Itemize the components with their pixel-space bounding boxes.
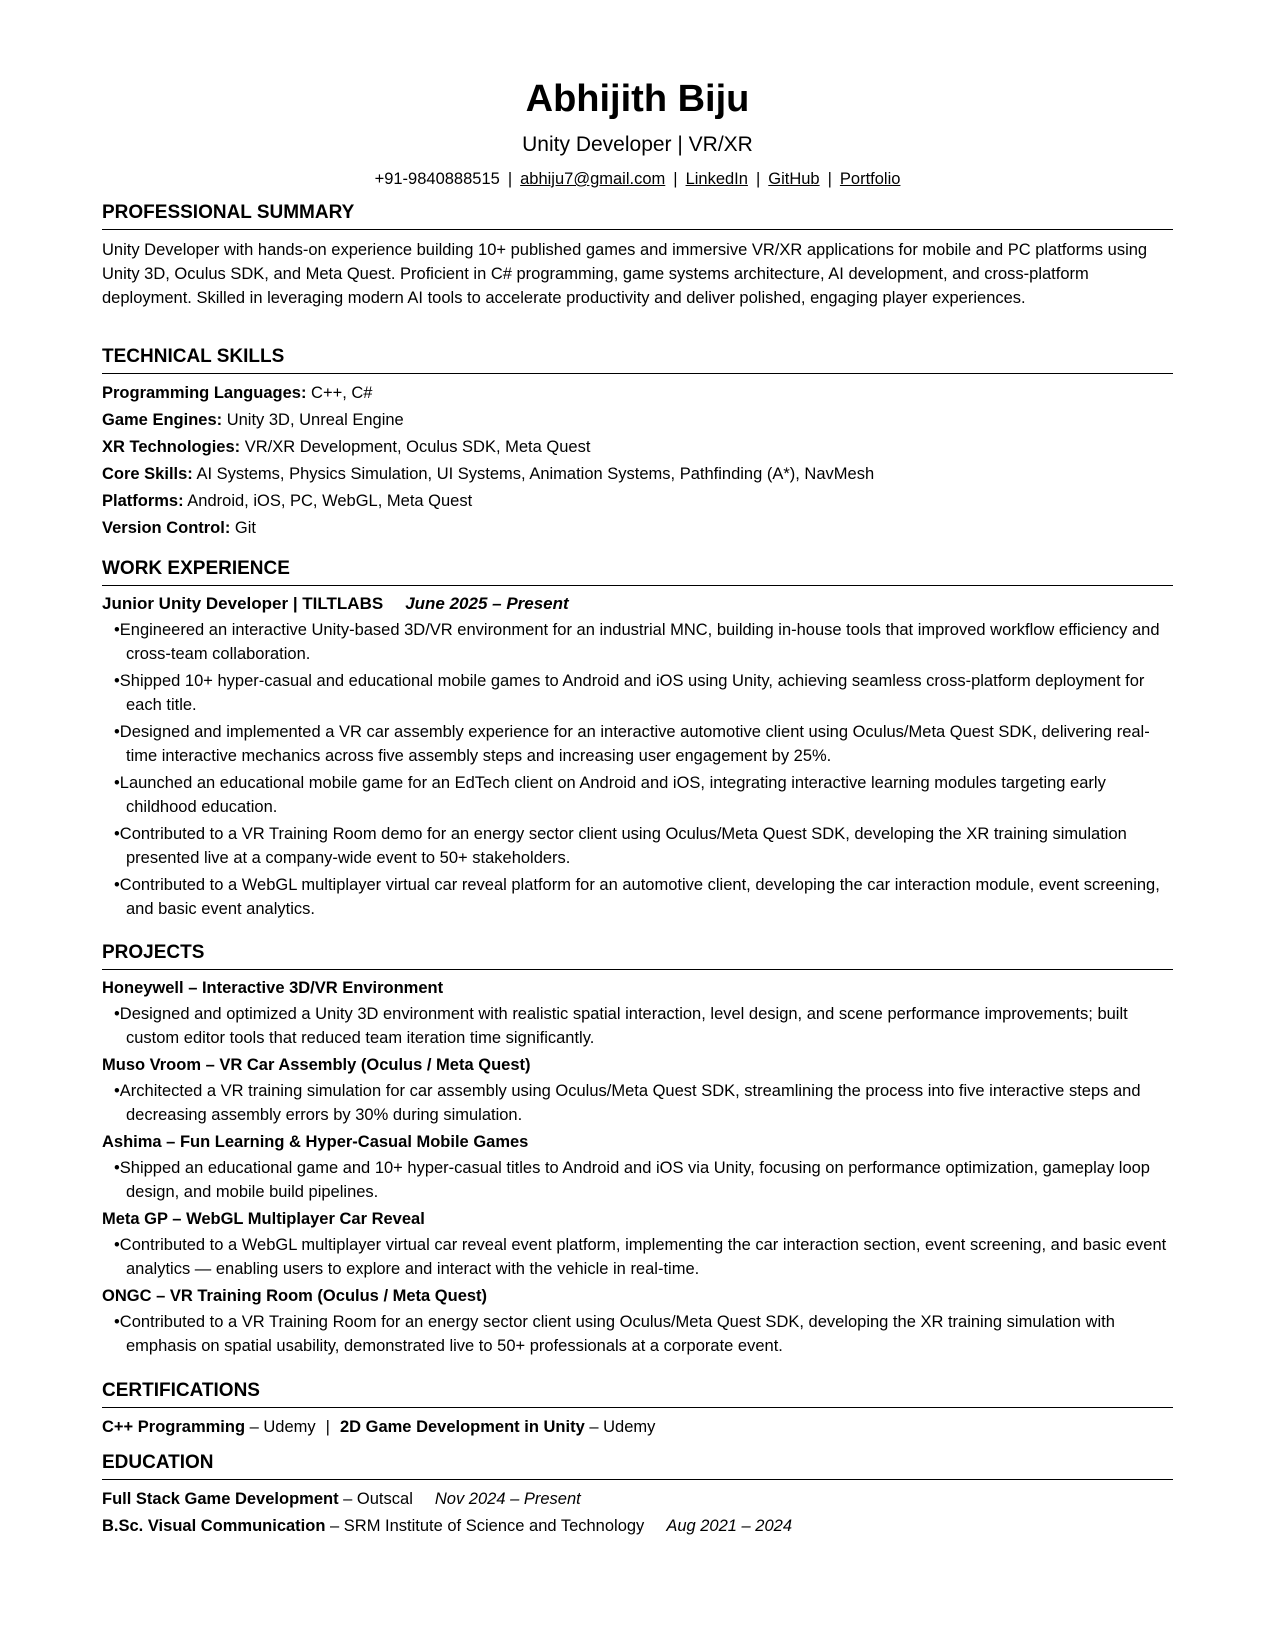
candidate-name: Abhijith Biju <box>525 78 750 120</box>
summary-text: Unity Developer with hands-on experience building 10+ published games and immersive VR/XR applications for mobile and PC platforms using Unity 3D, Oculus SDK, and Meta Quest. Proficient in C# programming, game systems architecture, AI development, and cross-platform deployment. Skilled in leveraging modern AI tools to accelerate productivity and deliver polished, engaging player experiences. <box>102 241 1148 307</box>
separator: | <box>755 170 761 188</box>
project-title: Meta GP – WebGL Multiplayer Car Reveal <box>102 1210 425 1228</box>
education-date: Nov 2024 – Present <box>434 1490 581 1508</box>
education-date: Aug 2021 – 2024 <box>666 1517 793 1535</box>
skill-label: XR Technologies: <box>102 438 241 456</box>
job-date: June 2025 – Present <box>405 594 569 613</box>
portfolio-link[interactable]: Portfolio <box>839 170 901 188</box>
skill-value: AI Systems, Physics Simulation, UI Systems, Animation Systems, Pathfinding (A*), NavMesh <box>192 465 875 483</box>
degree: B.Sc. Visual Communication <box>102 1517 326 1535</box>
skill-line <box>102 407 1173 434</box>
list-item: • Contributed to a WebGL multiplayer virtual car reveal event platform, implementing the car interaction section, event screening, and basic event analytics — enabling users to explore and interact with the vehicle in real-time. <box>102 1233 1173 1281</box>
section-heading: PROJECTS <box>102 940 1173 970</box>
job-title: Junior Unity Developer | TILTLABS <box>102 594 384 613</box>
skill-line <box>102 461 1173 488</box>
email-link[interactable]: abhiju7@gmail.com <box>520 170 666 188</box>
project-title: Muso Vroom – VR Car Assembly (Oculus / Meta Quest) <box>102 1056 531 1074</box>
skill-line <box>102 515 1173 542</box>
job-bullets <box>102 618 1173 921</box>
section-heading: CERTIFICATIONS <box>102 1378 1173 1408</box>
skills-section <box>102 344 1173 542</box>
cert-provider: – Udemy <box>245 1418 316 1436</box>
list-item: • Contributed to a WebGL multiplayer virtual car reveal platform for an automotive client, developing the car interaction module, event screening, and basic event analytics. <box>102 873 1173 921</box>
list-item: • Shipped an educational game and 10+ hyper-casual titles to Android and iOS via Unity, focusing on performance optimization, gameplay loop design, and mobile build pipelines. <box>102 1156 1173 1204</box>
separator: | <box>827 170 832 188</box>
cert-name: C++ Programming <box>102 1418 246 1436</box>
skill-label: Version Control: <box>102 519 231 537</box>
phone-number: +91-9840888515 <box>374 170 500 188</box>
list-item: • Designed and optimized a Unity 3D environment with realistic spatial interaction, level design, and scene performance improvements; built custom editor tools that reduced team iteration time significantly. <box>102 1002 1173 1050</box>
skill-line <box>102 434 1173 461</box>
section-heading: EDUCATION <box>102 1450 1173 1480</box>
skill-label: Game Engines: <box>102 411 223 429</box>
skill-value: Android, iOS, PC, WebGL, Meta Quest <box>183 492 473 510</box>
list-item: • Contributed to a VR Training Room demo for an energy sector client using Oculus/Meta Quest SDK, developing the XR training simulation presented live at a company-wide event to 50+ stakeholders. <box>102 822 1173 870</box>
education-item <box>102 1513 1173 1540</box>
section-heading: TECHNICAL SKILLS <box>102 344 1173 374</box>
list-item: • Shipped 10+ hyper-casual and educational mobile games to Android and iOS using Unity, achieving seamless cross-platform deployment for each title. <box>102 669 1173 717</box>
list-item: • Engineered an interactive Unity-based 3D/VR environment for an industrial MNC, building in-house tools that improved workflow efficiency and cross-team collaboration. <box>102 618 1173 666</box>
school: – Outscal <box>338 1490 413 1508</box>
linkedin-link[interactable]: LinkedIn <box>685 170 748 188</box>
project-title: Honeywell – Interactive 3D/VR Environment <box>102 979 444 997</box>
section-heading: PROFESSIONAL SUMMARY <box>102 200 1173 230</box>
contact-line <box>0 168 1275 190</box>
cert-provider: – Udemy <box>584 1418 656 1436</box>
skill-value: VR/XR Development, Oculus SDK, Meta Quest <box>240 438 591 456</box>
certifications-line <box>102 1414 1173 1441</box>
skill-line <box>102 488 1173 515</box>
degree: Full Stack Game Development <box>102 1490 339 1508</box>
experience-section <box>102 556 1173 924</box>
list-item: • Designed and implemented a VR car assembly experience for an interactive automotive client using Oculus/Meta Quest SDK, delivering real-time interactive mechanics across five assembly steps and increasing user engagement by 25%. <box>102 720 1173 768</box>
school: – SRM Institute of Science and Technology <box>325 1517 645 1535</box>
list-item: • Contributed to a VR Training Room for an energy sector client using Oculus/Meta Quest SDK, developing the XR training simulation with emphasis on spatial usability, demonstrated live to 50+ professionals at a corporate event. <box>102 1310 1173 1358</box>
projects-section <box>102 940 1173 1361</box>
certifications-section <box>102 1378 1173 1441</box>
skill-value: Git <box>230 519 257 537</box>
list-item: • Architected a VR training simulation for car assembly using Oculus/Meta Quest SDK, streamlining the process into five interactive steps and decreasing assembly errors by 30% during simulation. <box>102 1079 1173 1127</box>
skill-label: Core Skills: <box>102 465 193 483</box>
project-title: ONGC – VR Training Room (Oculus / Meta Quest) <box>102 1287 488 1305</box>
separator: | <box>673 170 678 188</box>
candidate-title: Unity Developer | VR/XR <box>522 133 753 156</box>
section-heading: WORK EXPERIENCE <box>102 556 1173 586</box>
skill-label: Platforms: <box>102 492 184 510</box>
skill-label: Programming Languages: <box>102 384 307 402</box>
skill-value: C++, C# <box>306 384 373 402</box>
github-link[interactable]: GitHub <box>768 170 820 188</box>
skill-value: Unity 3D, Unreal Engine <box>222 411 404 429</box>
education-item <box>102 1486 1173 1513</box>
cert-name: 2D Game Development in Unity <box>339 1418 585 1436</box>
separator: | <box>507 170 513 188</box>
education-section <box>102 1450 1173 1540</box>
project-title: Ashima – Fun Learning & Hyper-Casual Mobile Games <box>102 1133 529 1151</box>
separator: | <box>325 1418 330 1436</box>
list-item: • Launched an educational mobile game for an EdTech client on Android and iOS, integrating interactive learning modules targeting early childhood education. <box>102 771 1173 819</box>
job-title-line <box>102 592 1173 616</box>
summary-section <box>102 200 1173 310</box>
skill-line <box>102 380 1173 407</box>
